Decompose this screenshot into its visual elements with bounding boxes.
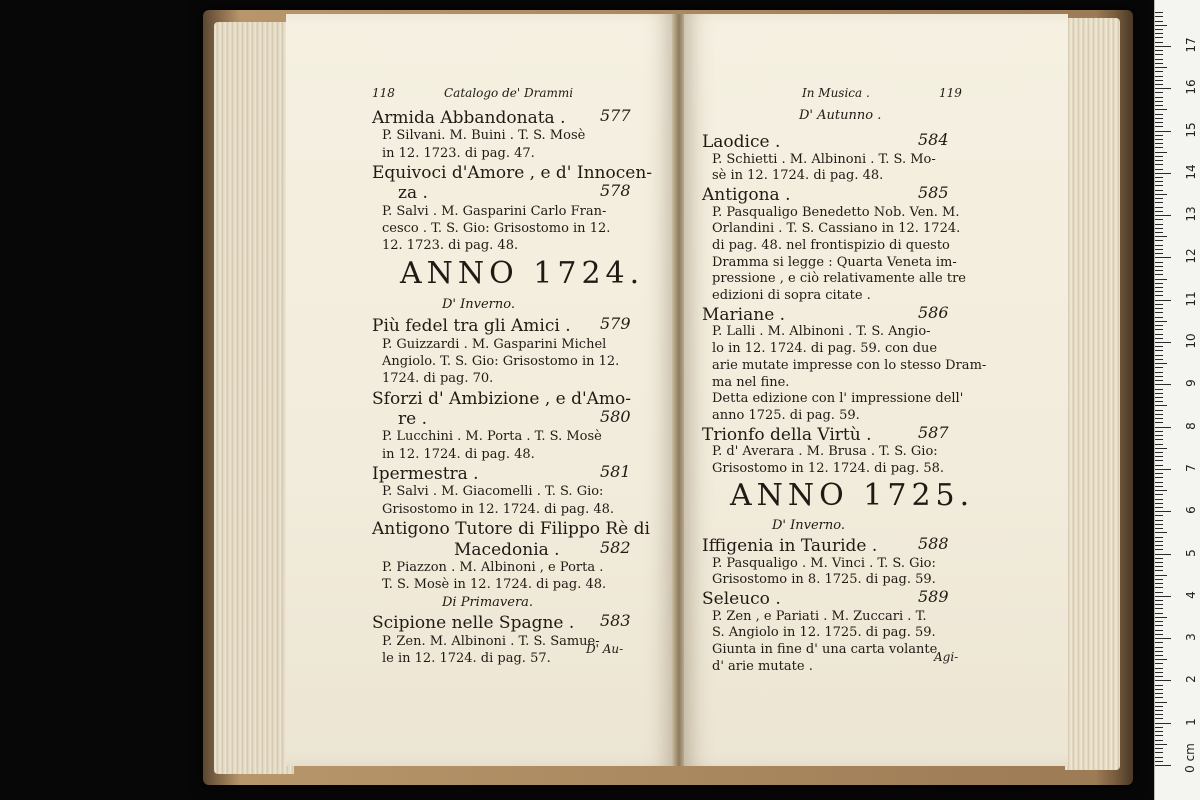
entry-details: pressione , e ciò relativamente alle tre: [712, 271, 967, 287]
ruler-tick: [1155, 490, 1167, 491]
entry-details: di pag. 48. nel frontispizio di questo: [712, 238, 950, 253]
ruler-tick: [1155, 321, 1167, 322]
entry-number: 587: [918, 422, 949, 442]
ruler-tick: [1155, 376, 1163, 377]
ruler-tick: [1155, 554, 1171, 555]
entry-details: P. d' Averara . M. Brusa . T. S. Gio:: [712, 444, 938, 460]
ruler-tick: [1155, 207, 1163, 208]
ruler-tick: [1155, 185, 1163, 186]
ruler-tick: [1155, 630, 1163, 631]
ruler-tick: [1155, 135, 1163, 136]
ruler-tick: [1155, 613, 1163, 614]
ruler-tick: [1155, 435, 1163, 436]
ruler-tick: [1155, 702, 1167, 703]
ruler-tick: [1155, 37, 1163, 38]
entry-number: 582: [600, 537, 631, 557]
entry-details: 12. 1723. di pag. 48.: [382, 238, 519, 254]
right-page-edges: [1065, 18, 1120, 770]
ruler-label: 3: [1184, 633, 1198, 641]
entry-details: sè in 12. 1724. di pag. 48.: [712, 168, 884, 184]
right-page: [684, 14, 1068, 766]
entry-title: Iffigenia in Tauride .: [702, 535, 878, 556]
ruler-tick: [1155, 668, 1163, 669]
ruler-tick: [1155, 312, 1163, 313]
ruler-tick: [1155, 583, 1163, 584]
entry-details: P. Lalli . M. Albinoni . T. S. Angio-: [712, 324, 931, 340]
ruler-tick: [1155, 283, 1163, 284]
ruler-label: 14: [1184, 164, 1198, 180]
ruler-tick: [1155, 71, 1163, 72]
ruler-tick: [1155, 714, 1163, 715]
ruler-tick: [1155, 748, 1163, 749]
ruler-tick: [1155, 152, 1167, 153]
entry-details: P. Piazzon . M. Albinoni , e Porta .: [382, 559, 604, 575]
entry-title: Trionfo della Virtù .: [702, 424, 872, 445]
entry-number: 586: [918, 302, 949, 322]
ruler-label: 5: [1184, 548, 1198, 557]
ruler-tick: [1155, 33, 1163, 34]
ruler-tick: [1155, 240, 1163, 241]
ruler-tick: [1155, 84, 1163, 85]
ruler-tick: [1155, 300, 1171, 301]
ruler-tick: [1155, 456, 1163, 457]
ruler-tick: [1155, 67, 1167, 68]
ruler-tick: [1155, 486, 1163, 487]
ruler-tick: [1155, 672, 1163, 673]
ruler-tick: [1155, 97, 1163, 98]
ruler-tick: [1155, 346, 1163, 347]
ruler-tick: [1155, 642, 1163, 643]
ruler-tick: [1155, 596, 1171, 597]
left-page-edges: [214, 22, 294, 774]
entry-number: 583: [600, 611, 631, 631]
ruler-tick: [1155, 655, 1163, 656]
ruler-label: 0 cm: [1183, 743, 1197, 773]
ruler-tick: [1155, 638, 1171, 639]
ruler-tick: [1155, 752, 1163, 753]
ruler-label: 15: [1184, 121, 1198, 138]
ruler-tick: [1155, 405, 1167, 406]
ruler-tick: [1155, 257, 1171, 258]
entry-details: P. Pasqualigo . M. Vinci . T. S. Gio:: [712, 555, 936, 571]
season-heading: Di Primavera.: [442, 594, 534, 610]
ruler-tick: [1155, 592, 1163, 593]
ruler-tick: [1155, 194, 1167, 195]
entry-details: P. Salvi . M. Gasparini Carlo Fran-: [382, 203, 607, 219]
ruler-tick: [1155, 262, 1163, 263]
ruler-tick: [1155, 228, 1163, 229]
entry-title: Macedonia .: [454, 539, 560, 560]
ruler-tick: [1155, 126, 1163, 127]
ruler-tick: [1155, 634, 1163, 635]
ruler-tick: [1155, 253, 1163, 254]
ruler-tick: [1155, 63, 1163, 64]
entry-details: Angiolo. T. S. Gio: Grisostomo in 12.: [382, 354, 620, 370]
ruler-tick: [1155, 279, 1167, 280]
ruler-tick: [1155, 393, 1163, 394]
entry-number: 577: [600, 106, 631, 125]
ruler-tick: [1155, 372, 1163, 373]
left-catchword: D' Au-: [586, 642, 624, 656]
ruler-tick: [1155, 549, 1163, 550]
ruler-tick: [1155, 503, 1163, 504]
ruler-tick: [1155, 42, 1163, 43]
ruler-tick: [1155, 219, 1163, 220]
ruler-tick: [1155, 169, 1163, 170]
ruler-tick: [1155, 164, 1163, 165]
entry-details: Orlandini . T. S. Cassiano in 12. 1724.: [712, 221, 961, 237]
entry-details: P. Pasqualigo Benedetto Nob. Ven. M.: [712, 204, 960, 220]
entry-details: Detta edizione con l' impressione dell': [712, 391, 964, 407]
ruler-tick: [1155, 29, 1163, 30]
entry-details: P. Zen , e Pariati . M. Zuccari . T.: [712, 608, 927, 624]
ruler-tick: [1155, 575, 1167, 576]
ruler-tick: [1155, 422, 1163, 423]
entry-title: Equivoci d'Amore , e d' Innocen-: [372, 163, 653, 184]
entry-details: Grisostomo in 12. 1724. di pag. 58.: [712, 460, 945, 476]
entry-details: S. Angiolo in 12. 1725. di pag. 59.: [712, 625, 936, 641]
ruler-tick: [1155, 685, 1163, 686]
ruler-tick: [1155, 173, 1171, 174]
ruler-tick: [1155, 266, 1163, 267]
ruler-tick: [1155, 236, 1167, 237]
ruler-tick: [1155, 359, 1163, 360]
ruler-tick: [1155, 118, 1163, 119]
ruler-tick: [1155, 131, 1171, 132]
entry-number: 584: [918, 130, 949, 149]
ruler-tick: [1155, 469, 1171, 470]
ruler-tick: [1155, 334, 1163, 335]
ruler-tick: [1155, 350, 1163, 351]
ruler-tick: [1155, 295, 1163, 296]
ruler-tick: [1155, 566, 1163, 567]
ruler-label: 2: [1184, 675, 1198, 684]
ruler-tick: [1155, 460, 1163, 461]
ruler-tick: [1155, 524, 1163, 525]
entry-title: Scipione nelle Spagne .: [372, 613, 575, 634]
ruler-label: 8: [1184, 421, 1198, 430]
year-heading: ANNO 1725.: [730, 477, 975, 513]
ruler-label: 16: [1184, 79, 1198, 95]
ruler-tick: [1155, 706, 1163, 707]
ruler-label: 4: [1184, 590, 1198, 599]
entry-title: za .: [398, 183, 428, 204]
entry-number: 588: [918, 533, 949, 553]
ruler-tick: [1155, 647, 1163, 648]
ruler-tick: [1155, 625, 1163, 626]
ruler-tick: [1155, 499, 1163, 500]
entry-details: anno 1725. di pag. 59.: [712, 407, 860, 423]
entry-title: Più fedel tra gli Amici .: [372, 316, 571, 337]
entry-details: T. S. Mosè in 12. 1724. di pag. 48.: [382, 577, 607, 593]
entry-number: 589: [918, 586, 949, 606]
ruler-tick: [1155, 211, 1163, 212]
ruler-tick: [1155, 757, 1163, 758]
ruler-tick: [1155, 617, 1167, 618]
ruler-tick: [1155, 198, 1163, 199]
entry-details: in 12. 1724. di pag. 48.: [382, 446, 535, 462]
ruler-tick: [1155, 761, 1163, 762]
entry-title: Ipermestra .: [372, 464, 479, 485]
ruler-tick: [1155, 114, 1163, 115]
ruler-tick: [1155, 727, 1163, 728]
ruler-tick: [1155, 46, 1171, 47]
ruler-tick: [1155, 427, 1171, 428]
ruler-tick: [1155, 587, 1163, 588]
entry-title: Laodice .: [702, 132, 781, 152]
ruler-tick: [1155, 291, 1163, 292]
ruler-tick: [1155, 245, 1163, 246]
ruler-tick: [1155, 304, 1163, 305]
ruler-tick: [1155, 401, 1163, 402]
ruler-tick: [1155, 274, 1163, 275]
ruler-tick: [1155, 50, 1163, 51]
ruler-label: 7: [1184, 464, 1198, 472]
entry-details: le in 12. 1724. di pag. 57.: [382, 651, 551, 667]
ruler-tick: [1155, 735, 1163, 736]
ruler-tick: [1155, 693, 1163, 694]
right-page-number: 119: [939, 86, 962, 100]
ruler-tick: [1155, 473, 1163, 474]
ruler-tick: [1155, 663, 1163, 664]
ruler-tick: [1155, 494, 1163, 495]
entry-number: 579: [600, 314, 631, 334]
ruler-tick: [1155, 465, 1163, 466]
ruler-tick: [1155, 80, 1163, 81]
ruler-tick: [1155, 439, 1163, 440]
ruler-tick: [1155, 740, 1163, 741]
ruler-tick: [1155, 21, 1163, 22]
entry-details: lo in 12. 1724. di pag. 59. con due: [712, 341, 938, 357]
entry-title: Antigona .: [702, 185, 791, 205]
entry-details: P. Lucchini . M. Porta . T. S. Mosè: [382, 429, 602, 445]
ruler-tick: [1155, 414, 1163, 415]
entry-details: P. Guizzardi . M. Gasparini Michel: [382, 336, 607, 352]
ruler-tick: [1155, 367, 1163, 368]
ruler-tick: [1155, 482, 1163, 483]
measurement-ruler: [1154, 0, 1200, 800]
ruler-tick: [1155, 515, 1163, 516]
ruler-tick: [1155, 680, 1171, 681]
entry-details: ma nel fine.: [712, 374, 790, 390]
ruler-tick: [1155, 338, 1163, 339]
ruler-tick: [1155, 537, 1163, 538]
entry-details: P. Zen. M. Albinoni . T. S. Samue-: [382, 633, 600, 649]
ruler-tick: [1155, 444, 1163, 445]
ruler-tick: [1155, 570, 1163, 571]
entry-title: Seleuco .: [702, 588, 781, 609]
entry-details: 1724. di pag. 70.: [382, 371, 494, 387]
entry-details: P. Schietti . M. Albinoni . T. S. Mo-: [712, 151, 936, 167]
left-page: [286, 14, 674, 766]
entry-details: P. Salvi . M. Giacomelli . T. S. Gio:: [382, 484, 604, 500]
ruler-tick: [1155, 224, 1163, 225]
ruler-tick: [1155, 190, 1163, 191]
ruler-label: 11: [1184, 291, 1198, 307]
ruler-tick: [1155, 355, 1163, 356]
ruler-tick: [1155, 659, 1167, 660]
left-running-head: Catalogo de' Drammi: [444, 86, 574, 100]
entry-number: 585: [918, 183, 949, 202]
ruler-label: 6: [1184, 506, 1198, 515]
ruler-tick: [1155, 12, 1163, 13]
entry-title: Mariane .: [702, 304, 786, 325]
entry-details: Giunta in fine d' una carta volante: [712, 641, 938, 657]
ruler-tick: [1155, 541, 1163, 542]
ruler-tick: [1155, 325, 1163, 326]
ruler-tick: [1155, 92, 1163, 93]
ruler-tick: [1155, 507, 1163, 508]
ruler-tick: [1155, 181, 1163, 182]
ruler-tick: [1155, 25, 1167, 26]
ruler-tick: [1155, 410, 1163, 411]
ruler-tick: [1155, 431, 1163, 432]
ruler-tick: [1155, 477, 1163, 478]
ruler-tick: [1155, 710, 1163, 711]
ruler-tick: [1155, 765, 1171, 766]
entry-title: Antigono Tutore di Filippo Rè di: [372, 519, 650, 540]
ruler-tick: [1155, 156, 1163, 157]
ruler-tick: [1155, 215, 1171, 216]
ruler-tick: [1155, 76, 1163, 77]
left-page-number: 118: [372, 86, 395, 100]
ruler-tick: [1155, 202, 1163, 203]
ruler-tick: [1155, 389, 1163, 390]
entry-title: Sforzi d' Ambizione , e d'Amo-: [372, 388, 632, 409]
ruler-tick: [1155, 545, 1163, 546]
ruler-tick: [1155, 511, 1171, 512]
ruler-tick: [1155, 731, 1163, 732]
ruler-tick: [1155, 448, 1167, 449]
ruler-tick: [1155, 363, 1167, 364]
right-catchword: Agi-: [934, 650, 959, 664]
ruler-tick: [1155, 143, 1163, 144]
ruler-tick: [1155, 16, 1163, 17]
ruler-tick: [1155, 532, 1167, 533]
ruler-label: 10: [1184, 333, 1198, 349]
ruler-tick: [1155, 621, 1163, 622]
ruler-tick: [1155, 418, 1163, 419]
ruler-tick: [1155, 139, 1163, 140]
entry-title: Armida Abbandonata .: [372, 108, 566, 128]
ruler-tick: [1155, 608, 1163, 609]
ruler-tick: [1155, 397, 1163, 398]
ruler-tick: [1155, 697, 1163, 698]
entry-details: in 12. 1723. di pag. 47.: [382, 145, 535, 161]
entry-details: Dramma si legge : Quarta Veneta im-: [712, 254, 957, 270]
entry-details: arie mutate impresse con lo stesso Dram-: [712, 357, 987, 373]
ruler-tick: [1155, 317, 1163, 318]
ruler-tick: [1155, 718, 1163, 719]
ruler-tick: [1155, 270, 1163, 271]
entry-details: edizioni di sopra citate .: [712, 288, 871, 304]
ruler-tick: [1155, 147, 1163, 148]
ruler-label: 1: [1184, 717, 1198, 726]
ruler-tick: [1155, 723, 1171, 724]
ruler-label: 17: [1184, 37, 1198, 53]
ruler-tick: [1155, 101, 1163, 102]
ruler-tick: [1155, 160, 1163, 161]
ruler-tick: [1155, 600, 1163, 601]
ruler-tick: [1155, 342, 1171, 343]
entry-details: Grisostomo in 12. 1724. di pag. 48.: [382, 501, 615, 517]
entry-details: cesco . T. S. Gio: Grisostomo in 12.: [382, 221, 611, 237]
ruler-tick: [1155, 109, 1167, 110]
ruler-tick: [1155, 329, 1163, 330]
entry-number: 578: [600, 181, 631, 201]
season-heading: D' Inverno.: [442, 297, 515, 313]
entry-details: d' arie mutate .: [712, 658, 813, 674]
ruler-tick: [1155, 452, 1163, 453]
ruler-tick: [1155, 562, 1163, 563]
ruler-tick: [1155, 105, 1163, 106]
ruler-tick: [1155, 528, 1163, 529]
year-heading: ANNO 1724.: [400, 255, 645, 291]
ruler-tick: [1155, 177, 1163, 178]
ruler-tick: [1155, 249, 1163, 250]
ruler-label: 13: [1184, 206, 1198, 222]
ruler-tick: [1155, 232, 1163, 233]
ruler-tick: [1155, 520, 1163, 521]
ruler-label: 9: [1184, 379, 1198, 388]
entry-details: Grisostomo in 8. 1725. di pag. 59.: [712, 572, 936, 588]
ruler-tick: [1155, 59, 1163, 60]
ruler-label: 12: [1184, 248, 1198, 265]
ruler-tick: [1155, 689, 1163, 690]
ruler-tick: [1155, 676, 1163, 677]
ruler-tick: [1155, 651, 1163, 652]
entry-details: P. Silvani. M. Buini . T. S. Mosè: [382, 128, 586, 144]
ruler-tick: [1155, 744, 1167, 745]
right-season-heading: D' Autunno .: [799, 108, 882, 123]
ruler-tick: [1155, 558, 1163, 559]
ruler-tick: [1155, 604, 1163, 605]
ruler-tick: [1155, 384, 1171, 385]
ruler-tick: [1155, 88, 1171, 89]
ruler-tick: [1155, 54, 1163, 55]
ruler-tick: [1155, 122, 1163, 123]
entry-number: 580: [600, 407, 631, 427]
entry-title: re .: [398, 409, 427, 430]
right-running-head: In Musica .: [802, 86, 870, 100]
entry-number: 581: [600, 462, 631, 482]
season-heading: D' Inverno.: [772, 517, 845, 533]
ruler-tick: [1155, 308, 1163, 309]
ruler-tick: [1155, 287, 1163, 288]
ruler-tick: [1155, 579, 1163, 580]
ruler-tick: [1155, 380, 1163, 381]
